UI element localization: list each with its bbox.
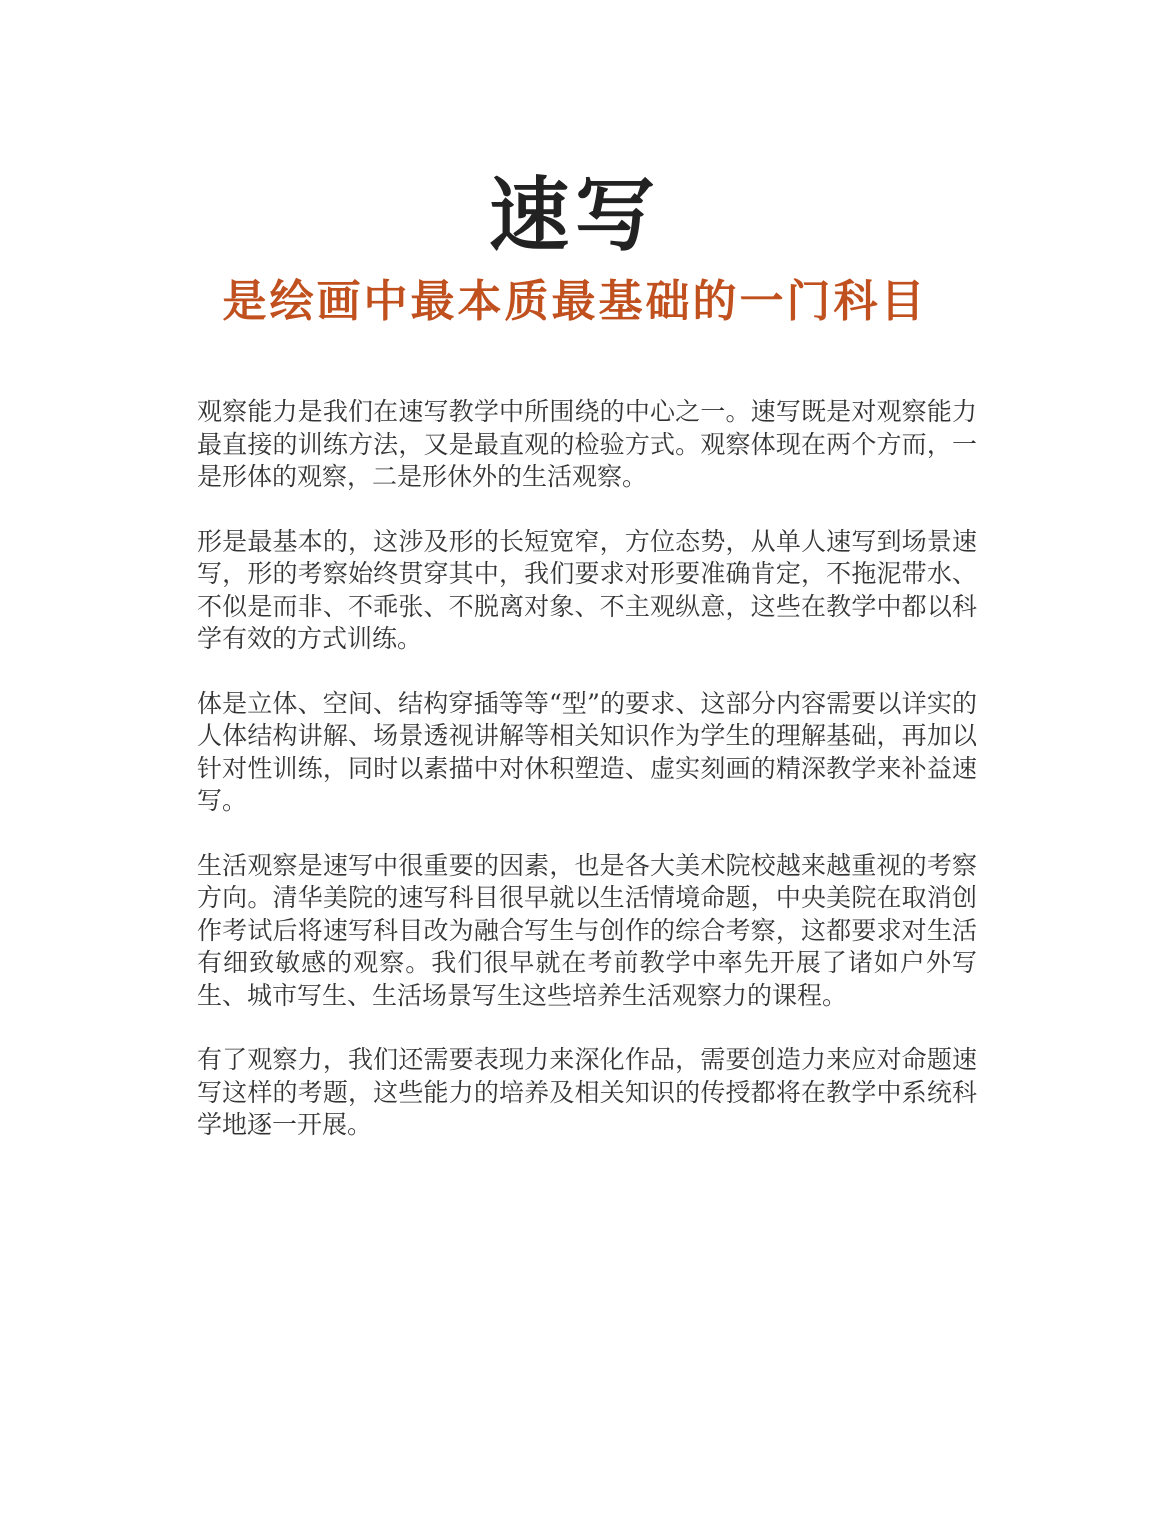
paragraph: 形是最基本的，这涉及形的长短宽窄，方位态势，从单人速写到场景速写，形的考察始终贯穿其中，我们要求对形要准确肯定，不拖泥带水、不似是而非、不乖张、不脱离对象、不主观纵意，这些在教学中都以科学有效的方式训练。 <box>197 526 977 653</box>
page-subtitle: 是绘画中最本质最基础的一门科目 <box>222 276 928 327</box>
page-title: 速写 <box>489 169 661 262</box>
paragraph: 有了观察力，我们还需要表现力来深化作品，需要创造力来应对命题速写这样的考题，这些能力的培养及相关知识的传授都将在教学中系统科学地逐一开展。 <box>197 1045 977 1139</box>
article-body <box>197 396 977 1174</box>
paragraph: 体是立体、空间、结构穿插等等“型”的要求、这部分内容需要以详实的人体结构讲解、场景透视讲解等相关知识作为学生的理解基础，再加以针对性训练，同时以素描中对休积塑造、虚实刻画的精深教学来补益速写。 <box>197 688 977 815</box>
paragraph: 观察能力是我们在速写教学中所围绕的中心之一。速写既是对观察能力最直接的训练方法，又是最直观的检验方式。观察体现在两个方而，一是形体的观察，二是形休外的生活观察。 <box>197 397 977 491</box>
paragraph: 生活观察是速写中很重要的因素，也是各大美术院校越来越重视的考察方向。清华美院的速写科目很早就以生活情境命题，中央美院在取消创作考试后将速写科目改为融合写生与创作的综合考察，这都要求对生活有细致敏感的观察。我们很早就在考前教学中率先开展了诸如户外写生、城市写生、生活场景写生这些培养生活观察力的课程。 <box>197 850 977 1010</box>
